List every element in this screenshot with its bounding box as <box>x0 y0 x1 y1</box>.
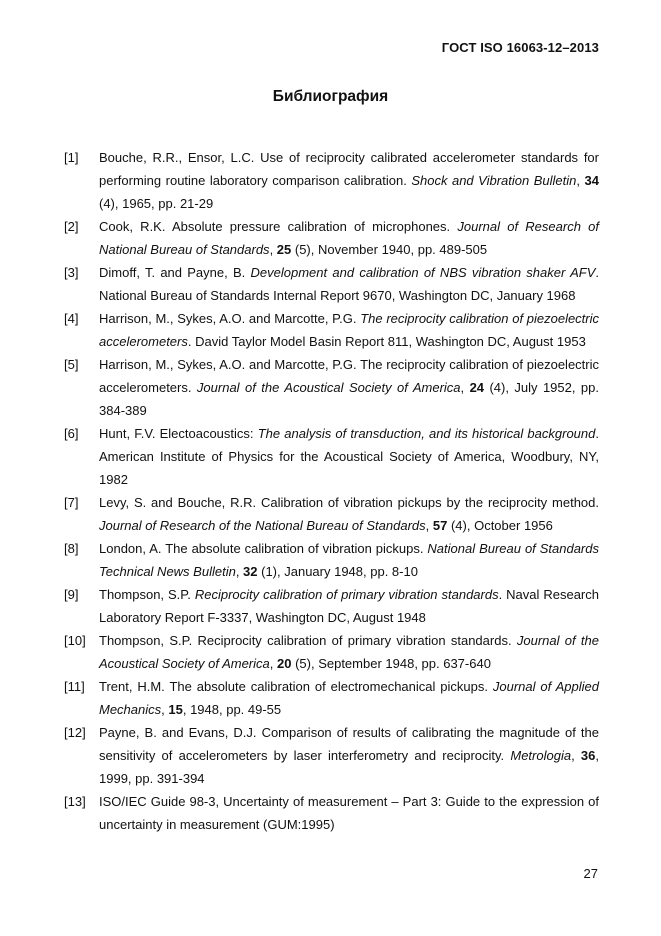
reference-number: [7] <box>64 495 79 510</box>
reference-volume: 34 <box>584 173 599 188</box>
reference-source-title: Shock and Vibration Bulletin <box>411 173 577 188</box>
reference-item <box>64 675 599 721</box>
reference-number: [12] <box>64 725 86 740</box>
reference-source-title: Journal of the Acoustical Society of America <box>99 633 599 671</box>
reference-segment: (4), 1965, pp. 21-29 <box>99 196 214 211</box>
reference-segment: , <box>235 564 244 579</box>
reference-source-title: The analysis of transduction, and its historical background <box>257 426 596 441</box>
reference-segment: . National Bureau of Standards Internal Report 9670, Washington DC, January 1968 <box>99 265 599 303</box>
reference-number: [6] <box>64 426 79 441</box>
reference-segment: , <box>460 380 470 395</box>
document-code: ГОСТ ISO 16063-12–2013 <box>441 40 599 55</box>
reference-item <box>64 629 599 675</box>
reference-segment: (1), January 1948, pp. 8-10 <box>257 564 418 579</box>
reference-source-title: Journal of the Acoustical Society of America <box>196 380 461 395</box>
reference-segment: (4), July 1952, pp. 384-389 <box>99 380 599 418</box>
reference-volume: 24 <box>469 380 485 395</box>
reference-source-title: Reciprocity calibration of primary vibration standards <box>194 587 499 602</box>
reference-number: [4] <box>64 311 79 326</box>
reference-segment: Levy, S. and Bouche, R.R. Calibration of vibration pickups by the reciprocity method. <box>99 495 599 510</box>
reference-segment: , <box>269 242 277 257</box>
reference-segment: Harrison, M., Sykes, A.O. and Marcotte, P.G. The reciprocity calibration of piezoelectric accelerometers. <box>99 357 599 395</box>
reference-segment: Cook, R.K. Absolute pressure calibration of microphones. <box>99 219 458 234</box>
reference-segment: Dimoff, T. and Payne, B. <box>99 265 251 280</box>
reference-number: [8] <box>64 541 79 556</box>
reference-segment: Harrison, M., Sykes, A.O. and Marcotte, P.G. <box>99 311 361 326</box>
reference-number: [10] <box>64 633 86 648</box>
reference-volume: 32 <box>243 564 258 579</box>
reference-item <box>64 307 599 353</box>
reference-segment: (5), September 1948, pp. 637-640 <box>291 656 491 671</box>
reference-text <box>99 721 599 790</box>
bibliography-list <box>64 146 599 836</box>
reference-segment: , 1948, pp. 49-55 <box>182 702 282 717</box>
reference-text <box>99 583 599 629</box>
page-number: 27 <box>583 866 598 881</box>
reference-text <box>99 422 599 491</box>
reference-text <box>99 491 599 537</box>
reference-segment: London, A. The absolute calibration of vibration pickups. <box>99 541 428 556</box>
reference-source-title: Development and calibration of NBS vibration shaker AFV <box>250 265 596 280</box>
reference-segment: , <box>161 702 169 717</box>
reference-text <box>99 146 599 215</box>
reference-item <box>64 721 599 790</box>
reference-segment: , <box>269 656 277 671</box>
reference-text <box>99 215 599 261</box>
reference-source-title: Metrologia <box>510 748 572 763</box>
reference-text <box>99 261 599 307</box>
page-title: Библиография <box>272 88 389 105</box>
reference-volume: 36 <box>580 748 596 763</box>
reference-source-title: Journal of Research of the National Bureau of Standards <box>99 518 426 533</box>
reference-segment: Thompson, S.P. Reciprocity calibration of primary vibration standards. <box>99 633 517 648</box>
reference-source-title: The reciprocity calibration of piezoelectric accelerometers <box>99 311 600 349</box>
reference-volume: 20 <box>277 656 292 671</box>
reference-segment: , <box>576 173 585 188</box>
reference-item <box>64 261 599 307</box>
reference-number: [2] <box>64 219 79 234</box>
reference-text <box>99 537 599 583</box>
reference-item <box>64 422 599 491</box>
reference-text <box>99 675 599 721</box>
reference-segment: ISO/IEC Guide 98-3, Uncertainty of measurement – Part 3: Guide to the expression of uncertainty in measurement (GUM:1995) <box>99 794 599 832</box>
reference-number: [1] <box>64 150 79 165</box>
reference-item <box>64 146 599 215</box>
reference-segment: . Naval Research Laboratory Report F-3337, Washington DC, August 1948 <box>99 587 599 625</box>
reference-source-title: National Bureau of Standards Technical News Bulletin <box>99 541 599 579</box>
reference-segment: , 1999, pp. 391-394 <box>99 748 599 786</box>
reference-text <box>99 790 599 836</box>
reference-number: [11] <box>64 679 85 694</box>
reference-item <box>64 353 599 422</box>
reference-text <box>99 629 599 675</box>
reference-segment: Payne, B. and Evans, D.J. Comparison of results of calibrating the magnitude of the sensitivity of accelerometers by laser interferometry and reciprocity. <box>99 725 599 763</box>
reference-volume: 15 <box>168 702 183 717</box>
reference-segment: , <box>571 748 581 763</box>
reference-segment: . David Taylor Model Basin Report 811, Washington DC, August 1953 <box>187 334 586 349</box>
reference-segment: Thompson, S.P. <box>99 587 195 602</box>
reference-source-title: Journal of Research of National Bureau of Standards <box>99 219 599 257</box>
reference-item <box>64 491 599 537</box>
reference-segment: (4), October 1956 <box>447 518 553 533</box>
reference-text <box>99 307 599 353</box>
reference-segment: Hunt, F.V. Electoacoustics: <box>99 426 258 441</box>
reference-segment: Bouche, R.R., Ensor, L.C. Use of reciprocity calibrated accelerometer standards for performing routine laboratory comparison calibration. <box>99 150 599 188</box>
reference-volume: 57 <box>432 518 448 533</box>
reference-segment: . American Institute of Physics for the Acoustical Society of America, Woodbury, NY, 1982 <box>99 426 599 487</box>
reference-item <box>64 537 599 583</box>
reference-source-title: Journal of Applied Mechanics <box>99 679 599 717</box>
reference-item <box>64 583 599 629</box>
reference-number: [5] <box>64 357 79 372</box>
reference-volume: 25 <box>276 242 292 257</box>
reference-number: [9] <box>64 587 79 602</box>
reference-number: [3] <box>64 265 79 280</box>
reference-number: [13] <box>64 794 86 809</box>
reference-text <box>99 353 599 422</box>
reference-segment: (5), November 1940, pp. 489-505 <box>291 242 488 257</box>
reference-item <box>64 790 599 836</box>
reference-segment: , <box>425 518 433 533</box>
reference-segment: Trent, H.M. The absolute calibration of electromechanical pickups. <box>99 679 493 694</box>
reference-item <box>64 215 599 261</box>
